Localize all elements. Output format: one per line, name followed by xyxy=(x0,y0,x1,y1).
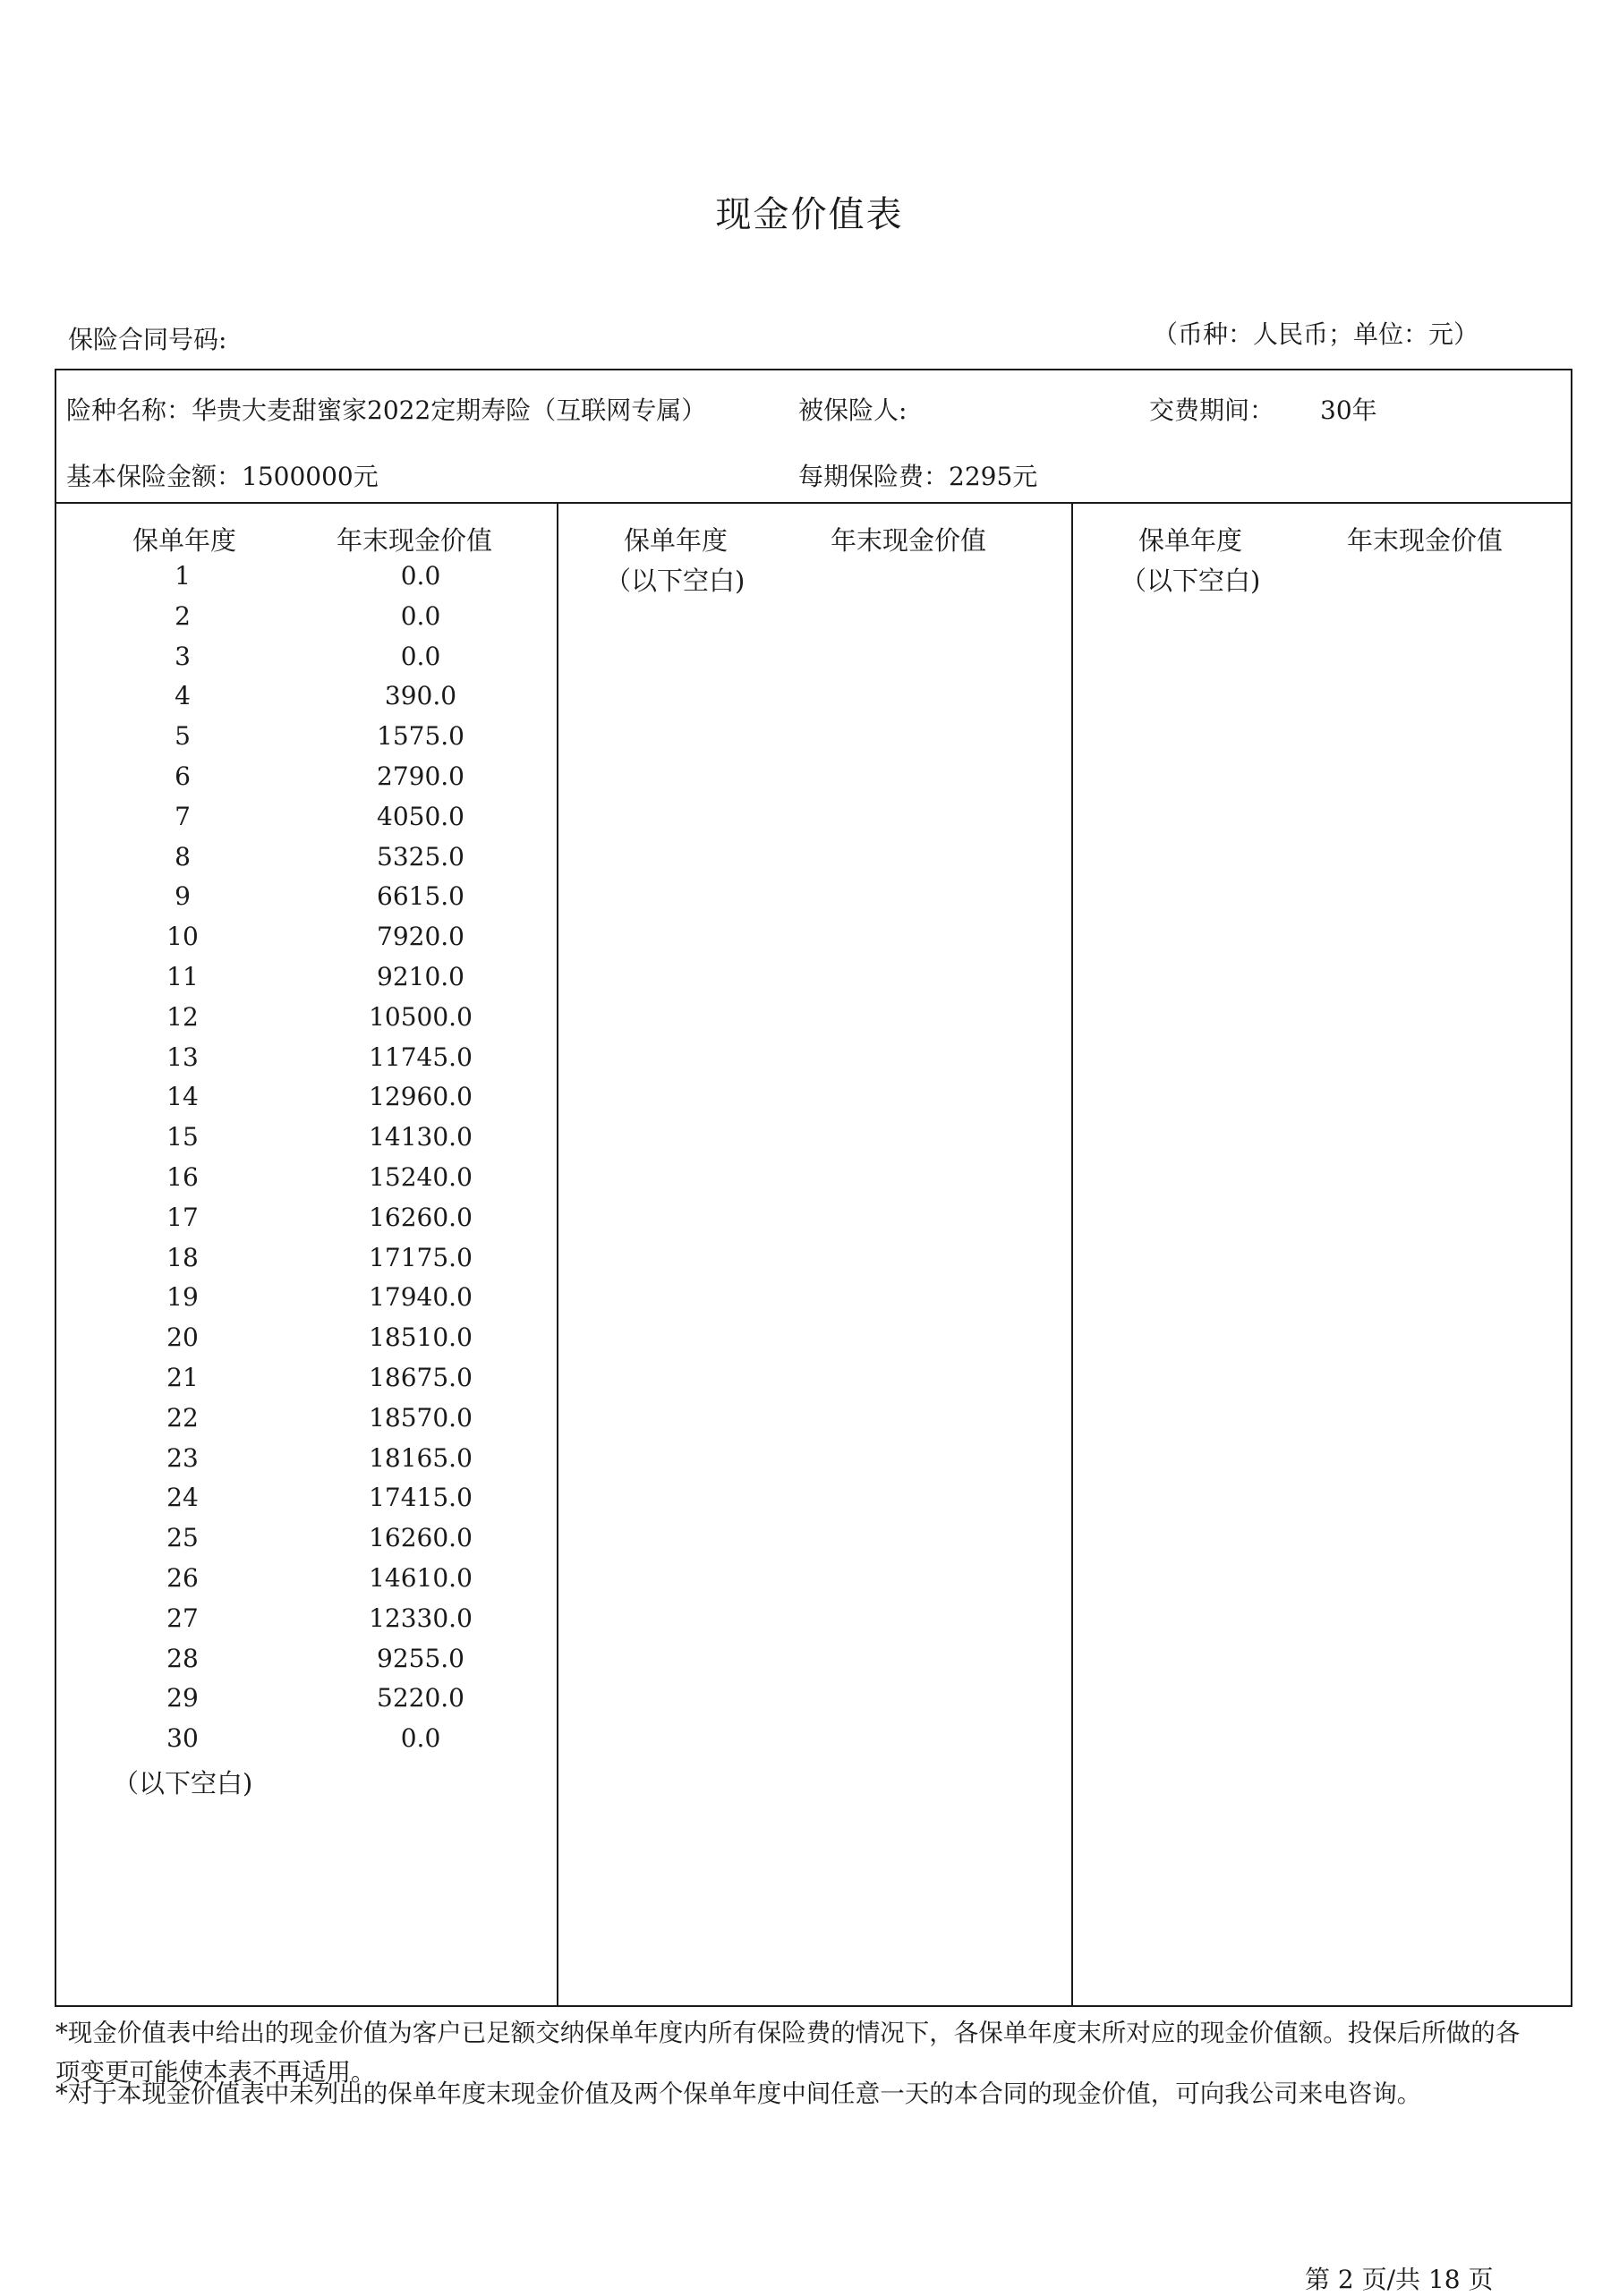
row-year: 10 xyxy=(166,922,199,952)
page-number: 第 2 页/共 18 页 xyxy=(1305,2265,1494,2294)
row-cash-value: 14130.0 xyxy=(369,1122,473,1152)
col-header-year-1: 保单年度 xyxy=(132,525,237,556)
row-year: 5 xyxy=(175,721,191,752)
row-cash-value: 0.0 xyxy=(400,641,441,671)
col-header-value-3: 年末现金价值 xyxy=(1347,525,1504,556)
row-cash-value: 15240.0 xyxy=(369,1162,473,1192)
footnote-1: *现金价值表中给出的现金价值为客户已足额交纳保单年度内所有保险费的情况下，各保单年度末所对应的现金价值额。投保后所做的各项变更可能使本表不再适用。 xyxy=(55,2019,1521,2087)
row-cash-value: 7920.0 xyxy=(377,922,464,952)
product-name: 险种名称：华贵大麦甜蜜家2022定期寿险（互联网专属） xyxy=(66,395,707,425)
row-cash-value: 0.0 xyxy=(400,561,441,591)
row-cash-value: 18165.0 xyxy=(369,1442,473,1473)
row-cash-value: 16260.0 xyxy=(369,1523,473,1553)
row-cash-value: 9210.0 xyxy=(377,962,464,991)
row-cash-value: 18570.0 xyxy=(369,1402,473,1433)
row-cash-value: 10500.0 xyxy=(369,1001,473,1032)
row-year: 4 xyxy=(175,681,191,711)
row-year: 29 xyxy=(166,1683,199,1713)
page-title: 现金价值表 xyxy=(715,194,904,235)
row-cash-value: 6615.0 xyxy=(377,881,464,912)
insured-label: 被保险人: xyxy=(798,395,907,425)
row-year: 6 xyxy=(175,761,191,791)
row-cash-value: 390.0 xyxy=(384,681,457,711)
payment-period-label: 交费期间： xyxy=(1149,395,1275,425)
row-year: 25 xyxy=(166,1523,199,1553)
row-cash-value: 2790.0 xyxy=(377,761,464,791)
header-divider xyxy=(55,502,1572,504)
row-year: 20 xyxy=(166,1322,199,1353)
col-header-value-2: 年末现金价值 xyxy=(831,525,987,556)
payment-period-value: 30年 xyxy=(1320,395,1377,425)
row-cash-value: 9255.0 xyxy=(377,1643,464,1673)
row-year: 7 xyxy=(175,801,191,831)
row-year: 19 xyxy=(166,1282,199,1313)
blank-note-section-1: （以下空白) xyxy=(113,1768,253,1799)
row-year: 11 xyxy=(166,962,199,991)
currency-unit-note: （币种：人民币；单位：元） xyxy=(1153,319,1479,349)
row-cash-value: 0.0 xyxy=(400,1723,441,1754)
col-header-value-1: 年末现金价值 xyxy=(337,525,493,556)
row-cash-value: 4050.0 xyxy=(377,801,464,831)
blank-note-section-2: （以下空白) xyxy=(605,565,746,596)
blank-note-section-3: （以下空白) xyxy=(1121,565,1261,596)
row-year: 18 xyxy=(166,1242,199,1272)
col-header-year-3: 保单年度 xyxy=(1138,525,1243,556)
column-divider-2 xyxy=(1071,502,1073,2007)
row-cash-value: 17175.0 xyxy=(369,1242,473,1272)
row-cash-value: 12960.0 xyxy=(369,1082,473,1112)
row-year: 16 xyxy=(166,1162,199,1192)
row-cash-value: 11745.0 xyxy=(369,1042,473,1072)
row-cash-value: 16260.0 xyxy=(369,1202,473,1232)
row-year: 13 xyxy=(166,1042,199,1072)
row-year: 1 xyxy=(175,561,191,591)
row-cash-value: 0.0 xyxy=(400,600,441,631)
row-cash-value: 14610.0 xyxy=(369,1563,473,1593)
cash-value-table-frame xyxy=(55,369,1572,2007)
periodic-premium: 每期保险费：2295元 xyxy=(798,462,1038,491)
row-cash-value: 1575.0 xyxy=(377,721,464,752)
row-cash-value: 17940.0 xyxy=(369,1282,473,1313)
row-year: 22 xyxy=(166,1402,199,1433)
row-cash-value: 18675.0 xyxy=(369,1363,473,1392)
row-year: 28 xyxy=(166,1643,199,1673)
footnote-2: *对于本现金价值表中未列出的保单年度末现金价值及两个保单年度中间任意一天的本合同的现金价值，可向我公司来电咨询。 xyxy=(55,2079,1422,2108)
sum-insured: 基本保险金额：1500000元 xyxy=(66,462,379,491)
row-year: 15 xyxy=(166,1122,199,1152)
col-header-year-2: 保单年度 xyxy=(624,525,729,556)
row-year: 2 xyxy=(175,600,191,631)
row-year: 21 xyxy=(166,1363,199,1392)
row-year: 9 xyxy=(175,881,191,912)
row-year: 14 xyxy=(166,1082,199,1112)
row-year: 26 xyxy=(166,1563,199,1593)
row-year: 3 xyxy=(175,641,191,671)
row-year: 17 xyxy=(166,1202,199,1232)
row-year: 12 xyxy=(166,1001,199,1032)
row-year: 24 xyxy=(166,1483,199,1513)
contract-number-label: 保险合同号码: xyxy=(68,325,227,354)
row-year: 30 xyxy=(166,1723,199,1754)
row-cash-value: 18510.0 xyxy=(369,1322,473,1353)
row-cash-value: 17415.0 xyxy=(369,1483,473,1513)
row-cash-value: 12330.0 xyxy=(369,1603,473,1633)
column-divider-1 xyxy=(557,502,558,2007)
row-year: 8 xyxy=(175,841,191,872)
row-year: 23 xyxy=(166,1442,199,1473)
row-cash-value: 5220.0 xyxy=(377,1683,464,1713)
row-cash-value: 5325.0 xyxy=(377,841,464,872)
row-year: 27 xyxy=(166,1603,199,1633)
